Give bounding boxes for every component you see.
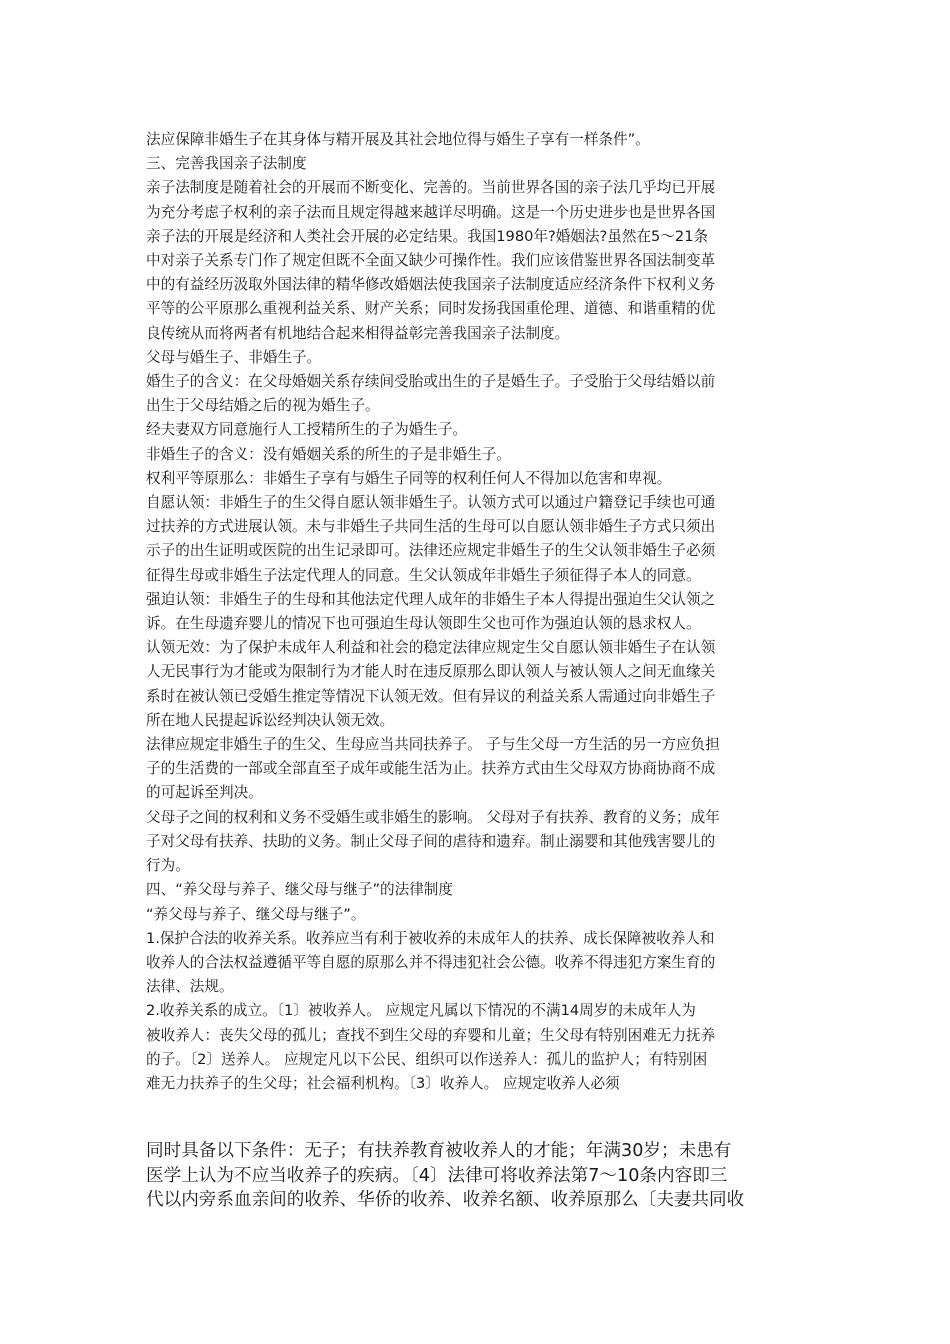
paragraph-adopter-conditions: 同时具备以下条件：无子；有扶养教育被收养人的才能；年满30岁；未患有 医学上认为不应当收养子的疾病。〔4〕法律可将收养法第7～10条内容即三 代以内旁系血亲间的收养、华侨的收养、收养名额、收养原那么〔夫妻共同收 (146, 1141, 745, 1211)
subheading-marital-non-marital: 父母与婚生子、非婚生子。 (146, 348, 322, 366)
section-heading-3: 三、完善我国亲子法制度 (146, 155, 307, 173)
paragraph-equal-rights: 权利平等原那么：非婚生子享有与婚生子同等的权利任何人不得加以危害和卑视。 (146, 469, 672, 487)
paragraph-rights-duties: 父母子之间的权利和义务不受婚生或非婚生的影响。 父母对子有扶养、教育的义务；成年 子对父母有扶养、扶助的义务。制止父母子间的虐待和遗弃。制止溺婴和其他残害婴儿的 行为。 (146, 808, 720, 875)
paragraph-adoption-establishment: 2.收养关系的成立。〔1〕被收养人。 应规定凡属以下情况的不满14周岁的未成年人为 被收养人：丧失父母的孤儿；查找不到生父母的弃婴和儿童；生父母有特别困难无力抚养 的子。〔2〕送养人。 应规定凡以下公民、组织可以作送养人：孤儿的监护人；有特别困 难无力扶养子的生父母；社会福利机构。〔3〕收养人。 应规定收养人必须 (146, 1002, 716, 1092)
paragraph-non-marital-child-definition: 非婚生子的含义：没有婚姻关系的所生的子是非婚生子。 (146, 445, 511, 463)
paragraph-invalid-recognition: 认领无效：为了保护未成年人利益和社会的稳定法律应规定生父自愿认领非婚生子在认领 人无民事行为才能或为限制行为才能人时在违反原那么即认领人与被认领人之间无血缘关 系时在被认领已受婚生推定等情况下认领无效。但有异议的利益关系人需通过向非婚生子 所在地人民提起诉讼经判决认领无效。 (146, 639, 716, 729)
paragraph-compulsory-recognition: 强迫认领：非婚生子的生母和其他法定代理人成年的非婚生子本人得提出强迫生父认领之 诉。在生母遗弃婴儿的情况下也可强迫生母认领即生父也可作为强迫认领的恳求权人。 (146, 590, 716, 633)
paragraph-support-obligation: 法律应规定非婚生子的生父、生母应当共同扶养子。 子与生父母一方生活的另一方应负担 子的生活费的一部或全部直至子成年或能生活为止。扶养方式由生父母双方协商协商不成 的可起诉至判决。 (146, 736, 720, 802)
paragraph-non-marital-child-rights: 法应保障非婚生子在其身体与精开展及其社会地位得与婚生子享有一样条件”。 (146, 131, 650, 148)
section-heading-4: 四、“养父母与养子、继父母与继子”的法律制度 (146, 881, 453, 899)
main-text-block (146, 128, 806, 1096)
continuation-text-block (146, 1139, 806, 1213)
paragraph-marital-child-definition: 婚生子的含义：在父母婚姻关系存续间受胎或出生的子是婚生子。子受胎于父母结婚以前 出生于父母结婚之后的视为婚生子。 (146, 373, 716, 415)
subheading-adoption: “养父母与养子、继父母与继子”。 (146, 905, 366, 923)
paragraph-parent-child-law: 亲子法制度是随着社会的开展而不断变化、完善的。当前世界各国的亲子法几乎均已开展 为充分考虑子权利的亲子法而且规定得越来越详尽明确。这是一个历史进步也是世界各国 亲子法的开展是经济和人类社会开展的必定结果。我国1980年?婚姻法?虽然在5～21条 中对亲子关系专门作了规定但既不全面又缺少可操作性。我们应该借鉴世界各国法制变革 中的有益经历汲取外国法律的精华修改婚姻法使我国亲子法制度适应经济条件下权利义务 平等的公平原那么重视利益关系、财产关系；同时发扬我国重伦理、道德、和谐重精的优 良传统从而将两者有机地结合起来相得益彰完善我国亲子法制度。 (146, 179, 716, 342)
paragraph-voluntary-recognition: 自愿认领：非婚生子的生父得自愿认领非婚生子。认领方式可以通过户籍登记手续也可通 过扶养的方式进展认领。未与非婚生子共同生活的生母可以自愿认领非婚生子方式只须出 示子的出生证明或医院的出生记录即可。法律还应规定非婚生子的生父认领非婚生子必须 征得生母或非婚生子法定代理人的同意。生父认领成年非婚生子须征得子本人的同意。 (146, 494, 716, 584)
paragraph-artificial-insemination: 经夫妻双方同意施行人工授精所生的子为婚生子。 (146, 421, 468, 439)
paragraph-adoption-protection: 1.保护合法的收养关系。收养应当有利于被收养的未成年人的扶养、成长保障被收养人和 收养人的合法权益遵循平等自愿的原那么并不得违犯社会公德。收养不得违犯方案生育的 法律、法规。 (146, 929, 716, 996)
